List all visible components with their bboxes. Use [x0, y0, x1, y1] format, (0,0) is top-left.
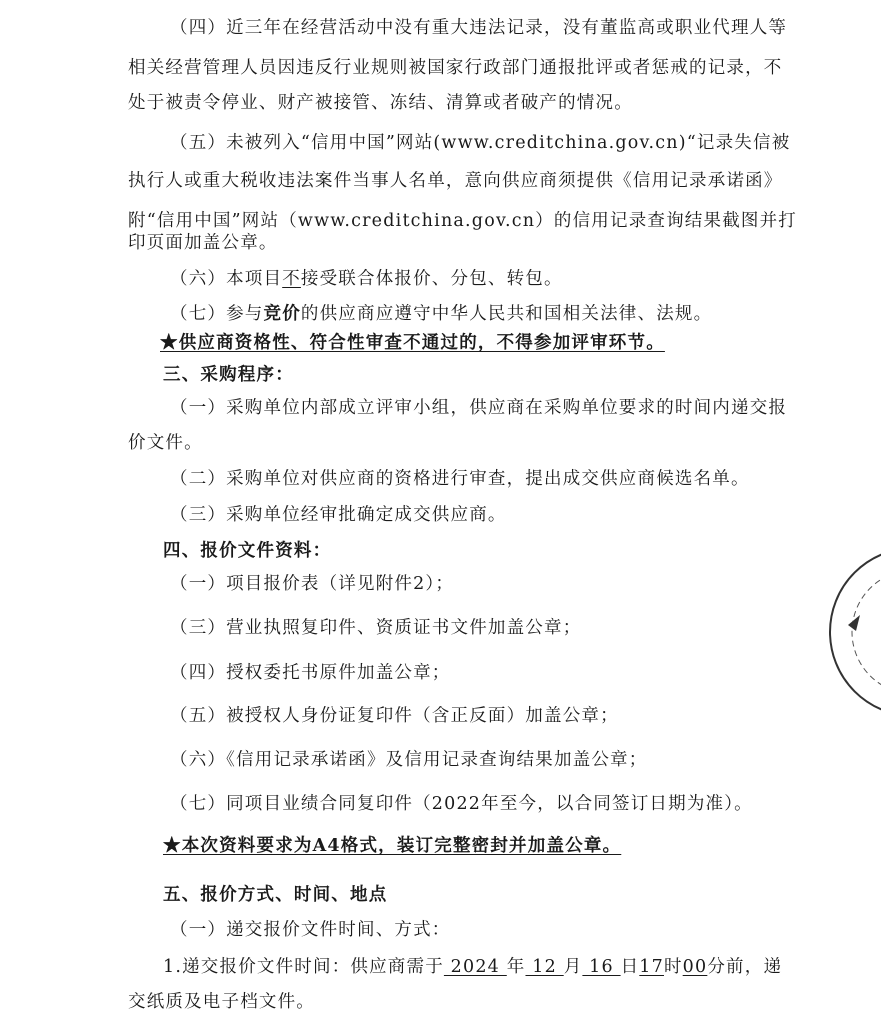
text-segment: （六）《信用记录承诺函》及信用记录查询结果加盖公章；: [170, 750, 648, 770]
text-segment: （七）同项目业绩合同复印件（2022年至今，以合同签订日期为准）。: [170, 794, 753, 814]
document-line: [128, 92, 633, 114]
text-segment: 执行人或重大税收违法案件当事人名单，意向供应商须提供《信用记录承诺函》: [128, 171, 783, 191]
text-segment: （五）被授权人身份证复印件（含正反面）加盖公章；: [170, 706, 619, 726]
text-segment: 日: [620, 957, 640, 977]
text-segment: 五、报价方式、时间、地点: [163, 885, 388, 905]
document-line: [128, 432, 203, 454]
underlined-text: 16: [582, 957, 621, 977]
document-line: [160, 332, 665, 354]
document-line: [170, 504, 507, 526]
text-segment: 印页面加盖公章。: [128, 233, 278, 253]
text-segment: 价文件。: [128, 433, 203, 453]
text-segment: 月: [563, 957, 583, 977]
underlined-text: 2024: [443, 957, 507, 977]
underlined-text: 17: [639, 957, 664, 977]
document-line: [170, 132, 790, 154]
official-seal-stamp: [826, 545, 881, 719]
text-segment: （七）参与: [170, 304, 264, 324]
document-line: [163, 364, 294, 386]
text-segment: （一）递交报价文件时间、方式：: [170, 920, 451, 940]
document-line: [170, 468, 750, 490]
document-line: [170, 17, 787, 39]
text-segment: 附“信用中国”网站（www.creditchina.gov.cn）的信用记录查询结果截图并打: [128, 211, 797, 231]
text-segment: （一）项目报价表（详见附件2）；: [170, 574, 455, 594]
underlined-text: 12: [525, 957, 564, 977]
text-segment: 1.递交报价文件时间：供应商需于: [163, 957, 444, 977]
text-segment: （二）采购单位对供应商的资格进行审查，提出成交供应商候选名单。: [170, 469, 750, 489]
text-segment: （三）采购单位经审批确定成交供应商。: [170, 505, 507, 525]
document-line: [170, 793, 753, 815]
text-segment: （四）近三年在经营活动中没有重大违法记录，没有董监高或职业代理人等: [170, 18, 788, 38]
text-segment: 分前，递: [707, 957, 783, 977]
text-segment: 的供应商应遵守中华人民共和国相关法律、法规。: [300, 304, 713, 324]
text-segment: （一）采购单位内部成立评审小组，供应商在采购单位要求的时间内递交报: [170, 398, 788, 418]
document-line: [170, 397, 787, 419]
text-segment: 竞价: [263, 304, 301, 324]
seal-outer-ring: [830, 548, 881, 716]
text-segment: 接受联合体报价、分包、转包。: [300, 269, 563, 289]
text-segment: （三）营业执照复印件、资质证书文件加盖公章；: [170, 618, 582, 638]
document-line: [170, 919, 451, 941]
seal-inner-lettering: [852, 570, 881, 694]
text-segment: 交纸质及电子档文件。: [128, 992, 315, 1012]
document-line: [128, 170, 783, 192]
underlined-text: ★本次资料要求为A4格式，装订完整密封并加盖公章。: [163, 836, 622, 856]
document-line: [170, 617, 581, 639]
document-line: [170, 303, 712, 325]
seal-star-icon: [848, 615, 860, 631]
underlined-text: 不: [282, 269, 301, 289]
text-segment: 四、报价文件资料：: [163, 541, 332, 561]
document-line: [163, 956, 782, 978]
text-segment: （五）未被列入“信用中国”网站(www.creditchina.gov.cn)“记录失信被: [170, 133, 791, 153]
document-line: [170, 573, 454, 595]
text-segment: 相关经营管理人员因违反行业规则被国家行政部门通报批评或者惩戒的记录，不: [128, 58, 783, 78]
document-line: [170, 749, 647, 771]
text-segment: （四）授权委托书原件加盖公章；: [170, 663, 451, 683]
text-segment: 年: [506, 957, 526, 977]
document-line: [128, 991, 315, 1013]
document-line: [163, 884, 387, 906]
document-line: [163, 835, 621, 857]
underlined-text: 00: [682, 957, 708, 977]
underlined-text: ★供应商资格性、符合性审查不通过的，不得参加评审环节。: [160, 333, 665, 353]
document-line: [128, 232, 278, 254]
text-segment: （六）本项目: [170, 269, 283, 289]
document-line: [170, 662, 451, 684]
document-line: [128, 57, 783, 79]
document-line: [163, 540, 331, 562]
text-segment: 三、采购程序：: [163, 365, 294, 385]
document-line: [170, 268, 563, 290]
text-segment: 时: [663, 957, 683, 977]
text-segment: 处于被责令停业、财产被接管、冻结、清算或者破产的情况。: [128, 93, 633, 113]
document-line: [170, 705, 619, 727]
document-line: [128, 210, 797, 232]
